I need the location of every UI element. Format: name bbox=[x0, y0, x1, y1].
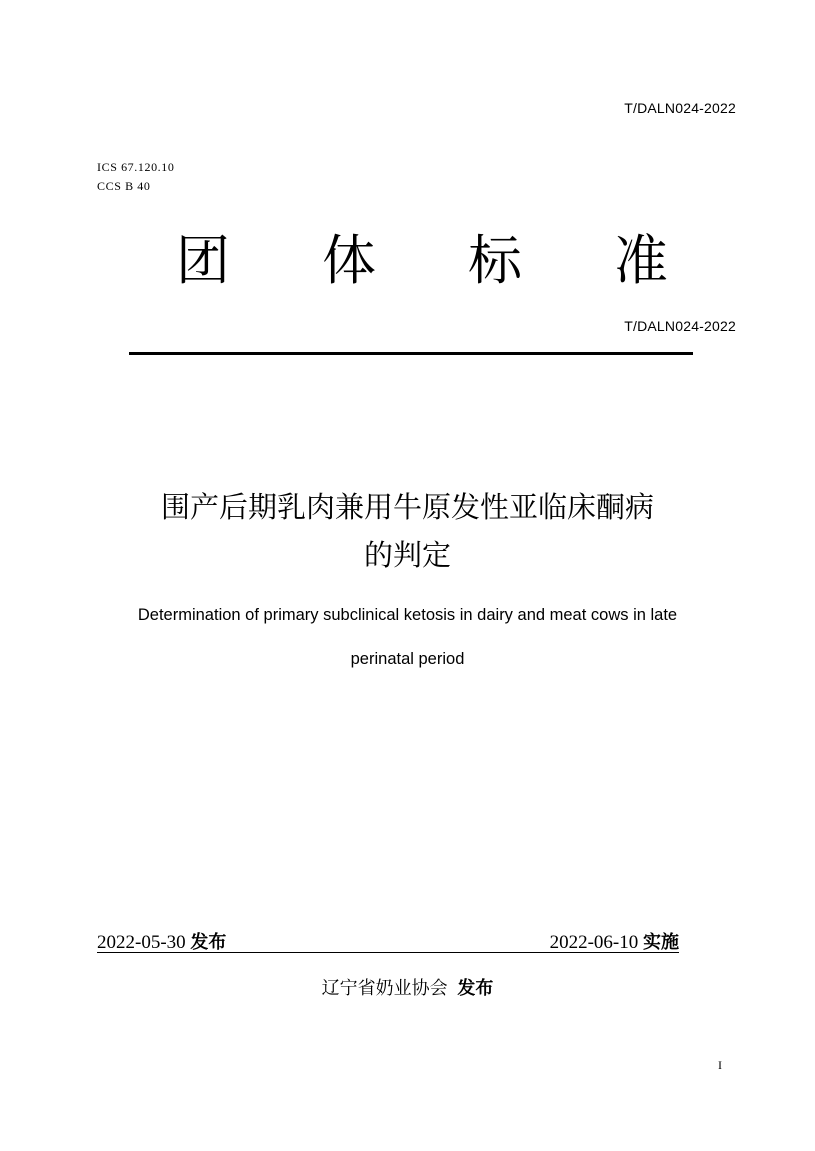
page-number: I bbox=[718, 1058, 722, 1072]
publish-date: 2022-05-30 bbox=[97, 932, 186, 953]
chinese-title-line-2: 的判定 bbox=[363, 538, 451, 572]
standard-type-char-3: 标 bbox=[468, 229, 522, 292]
effective-date: 2022-06-10 bbox=[549, 932, 639, 953]
effective-label: 实施 bbox=[643, 932, 679, 953]
standard-code: T/DALN024-2022 bbox=[624, 318, 736, 334]
ccs-code: CCS B 40 bbox=[97, 179, 151, 193]
english-title bbox=[60, 593, 755, 681]
effective-date-group bbox=[550, 928, 679, 954]
ics-code: ICS 67.120.10 bbox=[97, 160, 175, 174]
title-divider bbox=[129, 352, 693, 355]
classification-block bbox=[97, 158, 174, 196]
standard-type-char-1: 团 bbox=[176, 229, 230, 292]
english-title-line-1: Determination of primary subclinical ketosis in dairy and meat cows in late bbox=[137, 606, 678, 624]
publish-date-group bbox=[97, 928, 226, 954]
dates-row bbox=[97, 926, 679, 953]
standard-code-header: T/DALN024-2022 bbox=[624, 100, 736, 116]
standard-type-title bbox=[130, 228, 694, 294]
standard-type-char-4: 准 bbox=[614, 229, 668, 292]
issuer-action: 发布 bbox=[457, 978, 494, 999]
chinese-title bbox=[0, 483, 815, 579]
english-title-line-2: perinatal period bbox=[350, 650, 465, 668]
standard-type-char-2: 体 bbox=[322, 229, 376, 292]
issuer-line bbox=[0, 974, 815, 1000]
publish-label: 发布 bbox=[190, 932, 227, 953]
issuer-name: 辽宁省奶业协会 bbox=[321, 978, 448, 999]
chinese-title-line-1: 围产后期乳肉兼用牛原发性亚临床酮病 bbox=[160, 490, 654, 524]
